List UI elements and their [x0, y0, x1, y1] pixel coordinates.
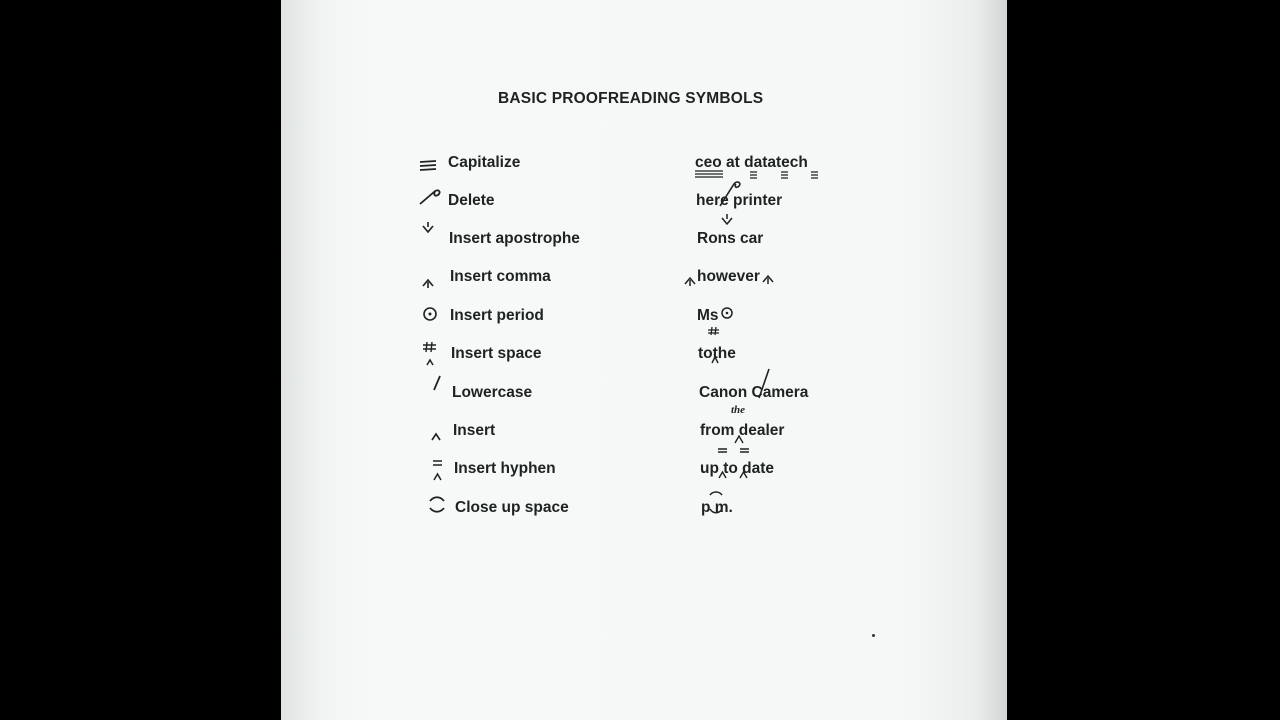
insert-caret-mark	[700, 416, 760, 446]
symbol-row-lowercase	[281, 378, 1007, 408]
symbol-example	[700, 454, 900, 484]
lowercase-mark	[699, 378, 799, 408]
apostrophe-caret-icon	[421, 224, 449, 254]
page-title: BASIC PROOFREADING SYMBOLS	[498, 90, 764, 107]
symbol-label: Insert space	[451, 345, 542, 362]
page-speck	[872, 634, 875, 637]
symbol-row-delete	[281, 186, 1007, 216]
example-text: however	[697, 268, 760, 285]
apostrophe-mark	[697, 224, 757, 254]
triple-underline-icon	[418, 148, 446, 178]
symbol-label: Capitalize	[448, 154, 521, 171]
period-mark	[697, 301, 747, 331]
symbol-label: Delete	[448, 192, 495, 209]
example-text: Ms	[697, 307, 719, 324]
symbol-label: Insert apostrophe	[449, 230, 580, 247]
symbol-example	[698, 339, 898, 369]
symbol-example	[699, 378, 899, 408]
symbol-example	[697, 262, 897, 292]
example-text: up to date	[700, 460, 775, 477]
example-text: ceo at datatech	[695, 154, 808, 171]
example-text: p m.	[701, 499, 733, 516]
symbol-row-capitalize	[281, 148, 1007, 178]
circled-period-icon	[422, 301, 450, 331]
example-text: from dealer	[700, 422, 785, 439]
hyphen-marks	[700, 454, 800, 486]
comma-caret-icon	[421, 262, 449, 292]
symbol-label: Insert hyphen	[454, 460, 556, 477]
symbol-example	[696, 186, 896, 216]
symbol-row-close-up-space	[281, 493, 1007, 523]
symbol-example	[695, 148, 895, 178]
symbol-row-insert-hyphen	[281, 454, 1007, 484]
space-mark	[698, 339, 758, 371]
close-up-icon	[428, 493, 456, 523]
symbol-label: Close up space	[455, 499, 569, 516]
symbol-label: Lowercase	[452, 384, 533, 401]
symbol-row-insert-comma	[281, 262, 1007, 292]
example-text: Rons car	[697, 230, 764, 247]
example-text: here printer	[696, 192, 783, 209]
symbol-label: Insert period	[450, 307, 544, 324]
symbol-row-insert-period	[281, 301, 1007, 331]
symbol-example	[697, 224, 897, 254]
capitalize-marks	[695, 148, 835, 180]
comma-marks	[697, 262, 797, 292]
delete-loop-icon	[418, 186, 446, 216]
symbol-row-insert	[281, 404, 1007, 446]
close-up-mark	[701, 493, 761, 523]
space-hash-caret-icon	[422, 339, 450, 369]
symbol-example	[700, 404, 900, 446]
example-text: tothe	[698, 345, 736, 362]
delete-mark	[696, 186, 756, 216]
symbol-example	[697, 301, 897, 331]
symbol-row-insert-apostrophe	[281, 224, 1007, 254]
symbol-example	[701, 493, 901, 523]
insert-word: the	[731, 404, 746, 416]
symbol-label: Insert comma	[450, 268, 551, 285]
example-text: Canon Camera	[699, 384, 809, 401]
symbol-row-insert-space	[281, 339, 1007, 369]
document-page	[281, 0, 1007, 720]
symbol-label: Insert	[453, 422, 496, 439]
